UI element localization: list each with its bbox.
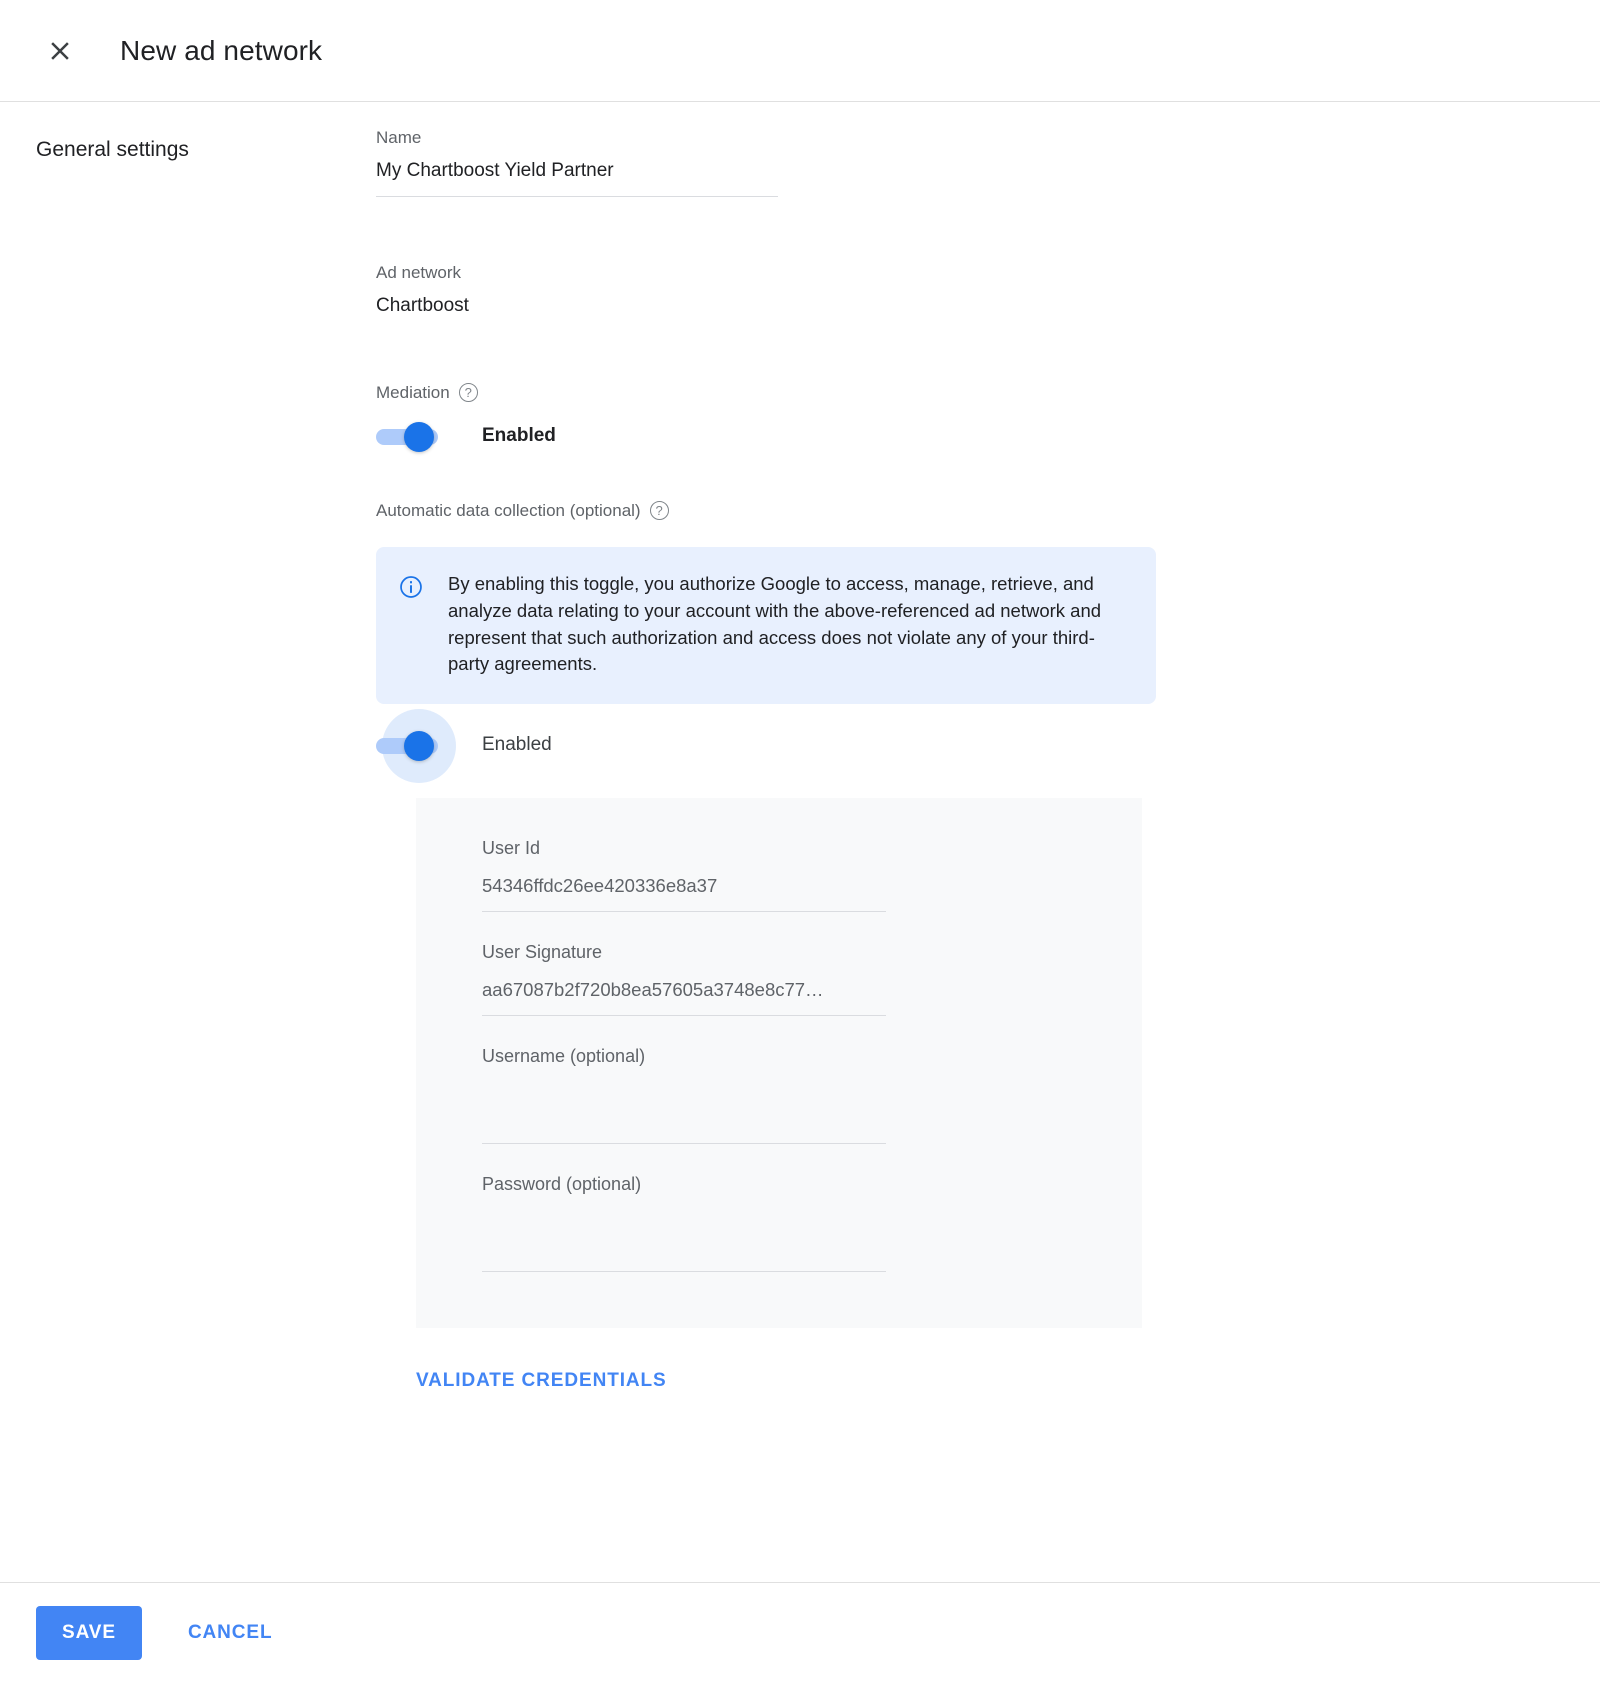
field-name bbox=[376, 128, 1476, 197]
cancel-button[interactable]: CANCEL bbox=[178, 1606, 283, 1660]
name-input[interactable] bbox=[376, 160, 778, 197]
user-signature-input[interactable] bbox=[482, 979, 886, 1016]
field-mediation bbox=[376, 383, 1476, 447]
field-user-id bbox=[482, 838, 1142, 912]
field-name-label: Name bbox=[376, 128, 422, 147]
adc-label-row bbox=[376, 501, 1476, 521]
adc-label: Automatic data collection (optional) bbox=[376, 501, 641, 520]
user-signature-label: User Signature bbox=[482, 942, 603, 963]
username-input[interactable] bbox=[482, 1083, 886, 1144]
close-icon-glyph bbox=[45, 36, 75, 66]
mediation-toggle-row bbox=[376, 425, 1476, 447]
form-column bbox=[376, 128, 1476, 1392]
close-icon[interactable] bbox=[36, 27, 84, 75]
ad-network-value: Chartboost bbox=[376, 295, 469, 316]
adc-toggle-row bbox=[376, 734, 1476, 756]
info-banner-text: By enabling this toggle, you authorize Google to access, manage, retrieve, and analyze data relating to your account with the above-referenced ad network and represent that such authorization and access does not violate any of your third-party agreements. bbox=[448, 573, 1102, 675]
help-icon[interactable]: ? bbox=[459, 383, 478, 402]
field-automatic-data-collection bbox=[376, 501, 1476, 1392]
adc-toggle[interactable] bbox=[376, 734, 442, 756]
password-label: Password (optional) bbox=[482, 1174, 642, 1195]
field-password bbox=[482, 1174, 1142, 1272]
mediation-toggle[interactable] bbox=[376, 425, 442, 447]
mediation-toggle-label: Enabled bbox=[482, 425, 556, 446]
info-icon bbox=[398, 574, 424, 605]
mediation-label-row bbox=[376, 383, 1476, 403]
credentials-card bbox=[416, 798, 1142, 1328]
user-id-label: User Id bbox=[482, 838, 541, 859]
help-icon[interactable]: ? bbox=[650, 501, 669, 520]
section-title: General settings bbox=[36, 138, 189, 161]
adc-toggle-label: Enabled bbox=[482, 734, 552, 756]
save-button[interactable]: SAVE bbox=[36, 1606, 142, 1660]
dialog-body bbox=[0, 102, 1600, 1580]
field-user-signature bbox=[482, 942, 1142, 1016]
dialog-footer bbox=[0, 1582, 1600, 1682]
page-title: New ad network bbox=[120, 34, 323, 66]
info-banner bbox=[376, 547, 1156, 704]
field-username bbox=[482, 1046, 1142, 1144]
user-id-input[interactable] bbox=[482, 875, 886, 912]
field-ad-network-label: Ad network bbox=[376, 263, 462, 282]
field-ad-network bbox=[376, 263, 1476, 317]
validate-credentials-button[interactable]: VALIDATE CREDENTIALS bbox=[416, 1370, 667, 1392]
mediation-label: Mediation bbox=[376, 383, 450, 402]
info-icon-glyph bbox=[398, 574, 424, 600]
username-label: Username (optional) bbox=[482, 1046, 646, 1067]
mediation-toggle-knob bbox=[404, 422, 434, 452]
password-input[interactable] bbox=[482, 1211, 886, 1272]
dialog-header bbox=[0, 0, 1600, 102]
